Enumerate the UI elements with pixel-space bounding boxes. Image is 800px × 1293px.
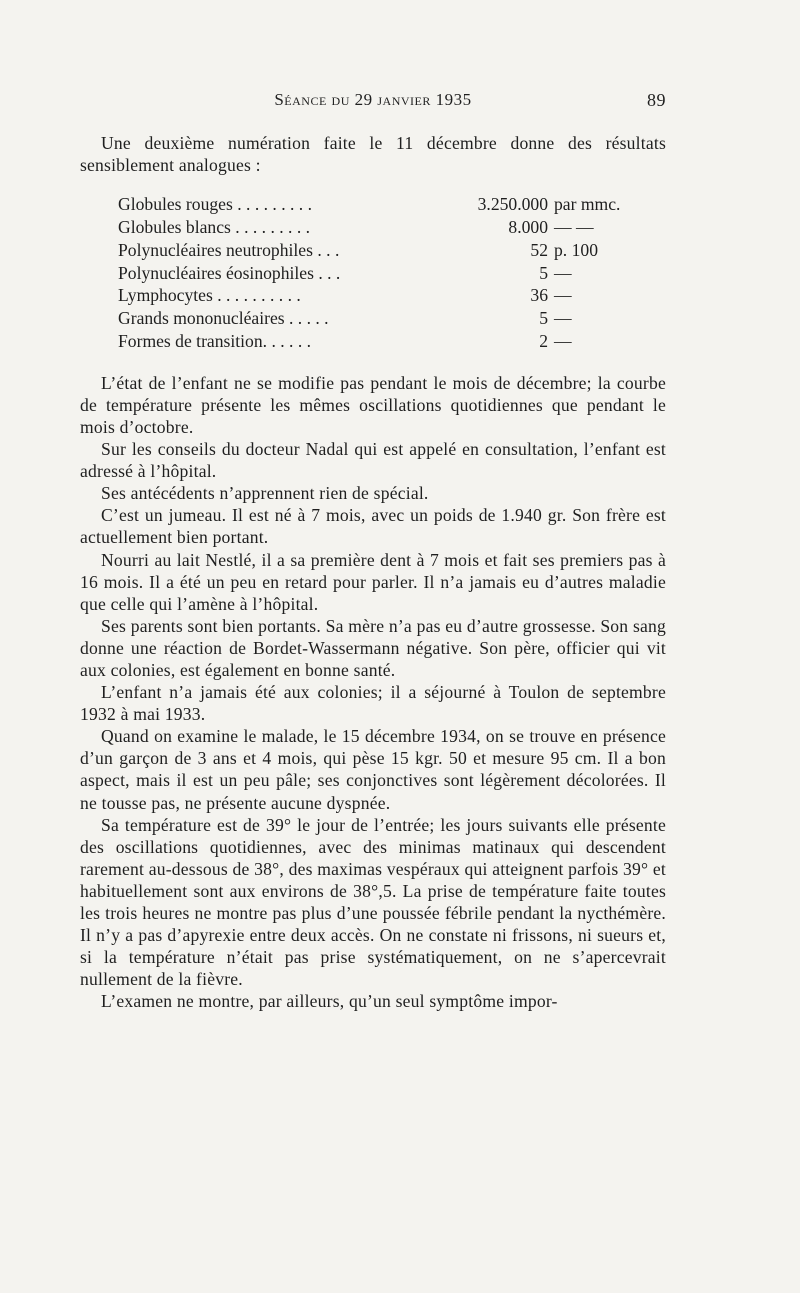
table-row: Polynucléaires éosinophiles . . . 5 — — [118, 262, 572, 283]
body-paragraph: L’enfant n’a jamais été aux colonies; il a séjourné à Toulon de septembre 1932 à mai 1933. — [80, 682, 666, 725]
body-paragraph: Ses parents sont bien portants. Sa mère n’a pas eu d’autre grossesse. Son sang donne une réaction de Bordet-Wassermann négative. Son père, officier qui vit aux colonies, est également en bonne santé. — [80, 615, 666, 680]
running-header — [80, 90, 666, 120]
table-row: Globules blancs . . . . . . . . . 8.000 — — — [118, 216, 594, 237]
page-number: 89 — [647, 90, 666, 110]
body-paragraph: Quand on examine le malade, le 15 décembre 1934, on se trouve en présence d’un garçon de 3 ans et 4 mois, qui pèse 15 kgr. 50 et mesure 95 cm. Il a bon aspect, mais il est un peu pâle; ses conjonctives sont légèrement décolorées. Il ne tousse pas, ne présente aucune dyspnée. — [80, 726, 666, 813]
body-paragraph: C’est un jumeau. Il est né à 7 mois, avec un poids de 1.940 gr. Son frère est actuellement bien portant. — [80, 505, 666, 548]
table-row: Lymphocytes . . . . . . . . . . 36 — — [118, 285, 572, 306]
blood-count-table — [118, 194, 644, 354]
intro-paragraph: Une deuxième numération faite le 11 décembre donne des résultats sensiblement analogues : — [80, 133, 666, 176]
body-paragraph: L’état de l’enfant ne se modifie pas pendant le mois de décembre; la courbe de température présente les mêmes oscillations quotidiennes que pendant le mois d’octobre. — [80, 372, 666, 437]
table-row: Globules rouges . . . . . . . . . 3.250.000 par mmc. — [118, 194, 621, 215]
table-row: Grands mononucléaires . . . . . 5 — — [118, 308, 572, 329]
page — [80, 90, 666, 1012]
body-paragraph: Sur les conseils du docteur Nadal qui est appelé en consultation, l’enfant est adressé à l’hôpital. — [80, 439, 666, 482]
body-paragraph: L’examen ne montre, par ailleurs, qu’un seul symptôme impor- — [101, 991, 558, 1012]
body-paragraph: Nourri au lait Nestlé, il a sa première dent à 7 mois et fait ses premiers pas à 16 mois. Il a été un peu en retard pour parler. Il n’a jamais eu d’autres maladie que celle qui l’amène à l’hôpital. — [80, 549, 666, 614]
header-title: Séance du 29 janvier 1935 — [274, 90, 472, 109]
table-row: Formes de transition. . . . . . 2 — — [118, 330, 572, 351]
body-paragraph: Ses antécédents n’apprennent rien de spécial. — [101, 483, 429, 504]
body-paragraph: Sa température est de 39° le jour de l’entrée; les jours suivants elle présente des oscillations quotidiennes, avec des minimas matinaux qui descendent rarement au-dessous de 38°, des maximas vespéraux qui atteignent parfois 39° et habituellement sont aux environs de 38°,5. La prise de température faite toutes les trois heures ne montre pas plus d’une poussée fébrile pendant la nycthémère. Il n’y a pas d’apyrexie entre deux accès. On ne constate ni frissons, ni sueurs et, si la température n’était pas prise systématiquement, on ne s’apercevrait nullement de la fièvre. — [80, 814, 666, 990]
table-row: Polynucléaires neutrophiles . . . 52 p. 100 — [118, 239, 598, 260]
